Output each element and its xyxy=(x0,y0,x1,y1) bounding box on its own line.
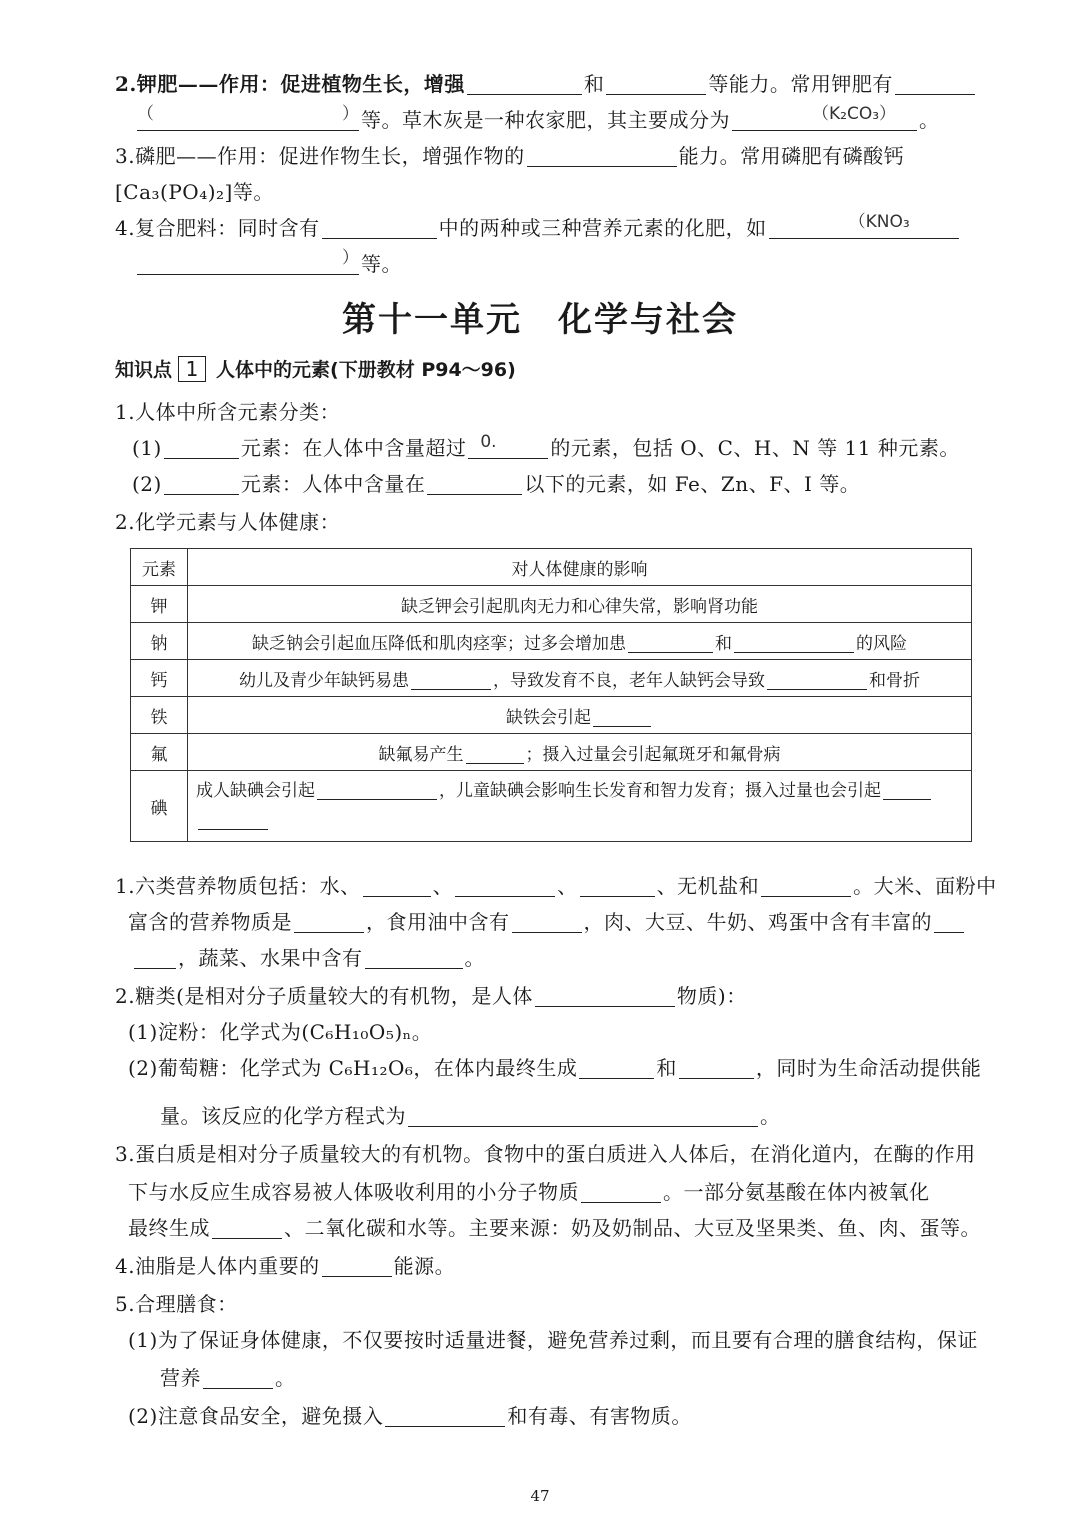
blank[interactable] xyxy=(466,747,524,764)
nutrients-line-3: ，蔬菜、水果中含有 。 xyxy=(132,944,485,972)
blank[interactable] xyxy=(164,438,239,459)
blank[interactable] xyxy=(411,673,491,690)
table-row: 氟 缺氟易产生 ；摄入过量会引起氟斑牙和氟骨病 xyxy=(131,734,972,771)
blank[interactable] xyxy=(934,912,964,933)
potash-line-2: （ ） 等。草木灰是一种农家肥，其主要成分为 （K₂CO₃） 。 xyxy=(137,104,940,132)
blank[interactable]: （K₂CO₃） xyxy=(732,110,917,131)
table-row: 钙 幼儿及青少年缺钙易患 ，导致发育不良，老年人缺钙会导致 和骨折 xyxy=(131,660,972,697)
blank[interactable] xyxy=(198,813,268,830)
blank[interactable] xyxy=(427,474,522,495)
equation-blank[interactable] xyxy=(408,1106,758,1127)
blank[interactable] xyxy=(527,146,677,167)
blank[interactable] xyxy=(134,948,176,969)
potash-text: 2.钾肥——作用：促进植物生长，增强 xyxy=(115,72,465,96)
blank[interactable] xyxy=(593,710,651,727)
knowledge-point-number: 1 xyxy=(178,356,206,382)
protein-line-3: 最终生成 、二氧化碳和水等。主要来源：奶及奶制品、大豆及坚果类、鱼、肉、蛋等。 xyxy=(128,1216,981,1240)
section-2-heading: 2.化学元素与人体健康： xyxy=(115,510,341,534)
blank[interactable] xyxy=(512,912,582,933)
blank[interactable] xyxy=(385,1406,505,1427)
diet-line-2: 营养 。 xyxy=(160,1366,296,1390)
protein-line-1: 3.蛋白质是相对分子质量较大的有机物。食物中的蛋白质进入人体后，在消化道内，在酶的作用 xyxy=(115,1142,976,1166)
sugars-line: 2.糖类(是相对分子质量较大的有机物，是人体 物质)： xyxy=(115,984,747,1008)
potash-line-1: 2.钾肥——作用：促进植物生长，增强 和 等能力。常用钾肥有 xyxy=(115,70,977,98)
blank[interactable] xyxy=(761,876,851,897)
blank[interactable] xyxy=(606,74,706,95)
compound-fertilizer-line-2: ） 等。 xyxy=(135,250,402,278)
blank[interactable] xyxy=(365,948,463,969)
blank[interactable]: 0. xyxy=(468,438,548,459)
blank[interactable] xyxy=(883,783,931,800)
diet-line-1: (1)为了保证身体健康，不仅要按时适量进餐，避免营养过剩，而且要有合理的膳食结构，保证 xyxy=(128,1328,978,1352)
diet-heading: 5.合理膳食： xyxy=(115,1292,238,1316)
blank[interactable] xyxy=(322,1256,392,1277)
blank[interactable] xyxy=(580,876,655,897)
table-row: 元素 对人体健康的影响 xyxy=(131,549,972,586)
blank[interactable] xyxy=(467,74,582,95)
blank[interactable] xyxy=(294,912,364,933)
blank[interactable] xyxy=(455,876,555,897)
blank[interactable] xyxy=(679,1058,754,1079)
diet-line-3: (2)注意食品安全，避免摄入 和有毒、有害物质。 xyxy=(128,1404,692,1428)
unit-title: 第十一单元 化学与社会 xyxy=(342,300,738,340)
table-row: 铁 缺铁会引起 xyxy=(131,697,972,734)
table-row: 钠 缺乏钠会引起血压降低和肌肉痉挛；过多会增加患 和 的风险 xyxy=(131,623,972,660)
table-row: 钾 缺乏钾会引起肌肉无力和心律失常，影响肾功能 xyxy=(131,586,972,623)
glucose-line-2: 量。该反应的化学方程式为 。 xyxy=(160,1104,781,1128)
blank[interactable] xyxy=(581,1182,661,1203)
table-row: 碘 成人缺碘会引起 ，儿童缺碘会影响生长发育和智力发育；摄入过量也会引起 xyxy=(131,771,972,842)
blank[interactable] xyxy=(212,1218,282,1239)
page-number: 47 xyxy=(530,1487,550,1505)
section-1-heading: 1.人体中所含元素分类： xyxy=(115,400,341,424)
blank[interactable] xyxy=(203,1368,273,1389)
blank[interactable] xyxy=(628,636,713,653)
fats-line: 4.油脂是人体内重要的 能源。 xyxy=(115,1254,456,1278)
blank[interactable]: ） xyxy=(137,254,359,275)
nutrients-line-2: 富含的营养物质是 ，食用油中含有 ，肉、大豆、牛奶、鸡蛋中含有丰富的 xyxy=(128,908,966,936)
element-class-2: (2) 元素：人体中含量在 以下的元素，如 Fe、Zn、F、I 等。 xyxy=(132,472,861,496)
phosphate-line-1: 3.磷肥——作用：促进作物生长，增强作物的 能力。常用磷肥有磷酸钙 xyxy=(115,144,905,168)
knowledge-point-header: 知识点 1 人体中的元素(下册教材 P94～96) xyxy=(115,357,516,381)
element-class-1: (1) 元素：在人体中含量超过 0. 的元素，包括 O、C、H、N 等 11 种元素。 xyxy=(132,432,960,460)
phosphate-line-2: [Ca₃(PO₄)₂]等。 xyxy=(115,180,274,204)
blank[interactable]: （ ） xyxy=(137,110,359,131)
blank[interactable] xyxy=(579,1058,654,1079)
blank[interactable] xyxy=(363,876,431,897)
blank[interactable] xyxy=(322,218,437,239)
element-health-table xyxy=(130,548,972,842)
blank[interactable] xyxy=(317,783,437,800)
blank[interactable] xyxy=(535,986,675,1007)
glucose-line-1: (2)葡萄糖：化学式为 C₆H₁₂O₆，在体内最终生成 和 ，同时为生命活动提供能 xyxy=(128,1056,982,1080)
protein-line-2: 下与水反应生成容易被人体吸收利用的小分子物质 。一部分氨基酸在体内被氧化 xyxy=(128,1180,930,1204)
blank[interactable]: （KNO₃ xyxy=(769,218,959,239)
starch-line: (1)淀粉：化学式为(C₆H₁₀O₅)ₙ。 xyxy=(128,1020,433,1044)
blank[interactable] xyxy=(734,636,854,653)
blank[interactable] xyxy=(895,74,975,95)
blank[interactable] xyxy=(164,474,239,495)
nutrients-line-1: 1.六类营养物质包括：水、 、 、 、无机盐和 。大米、面粉中 xyxy=(115,874,997,898)
compound-fertilizer-line-1: 4.复合肥料：同时含有 中的两种或三种营养元素的化肥，如 （KNO₃ xyxy=(115,214,961,242)
blank[interactable] xyxy=(767,673,867,690)
